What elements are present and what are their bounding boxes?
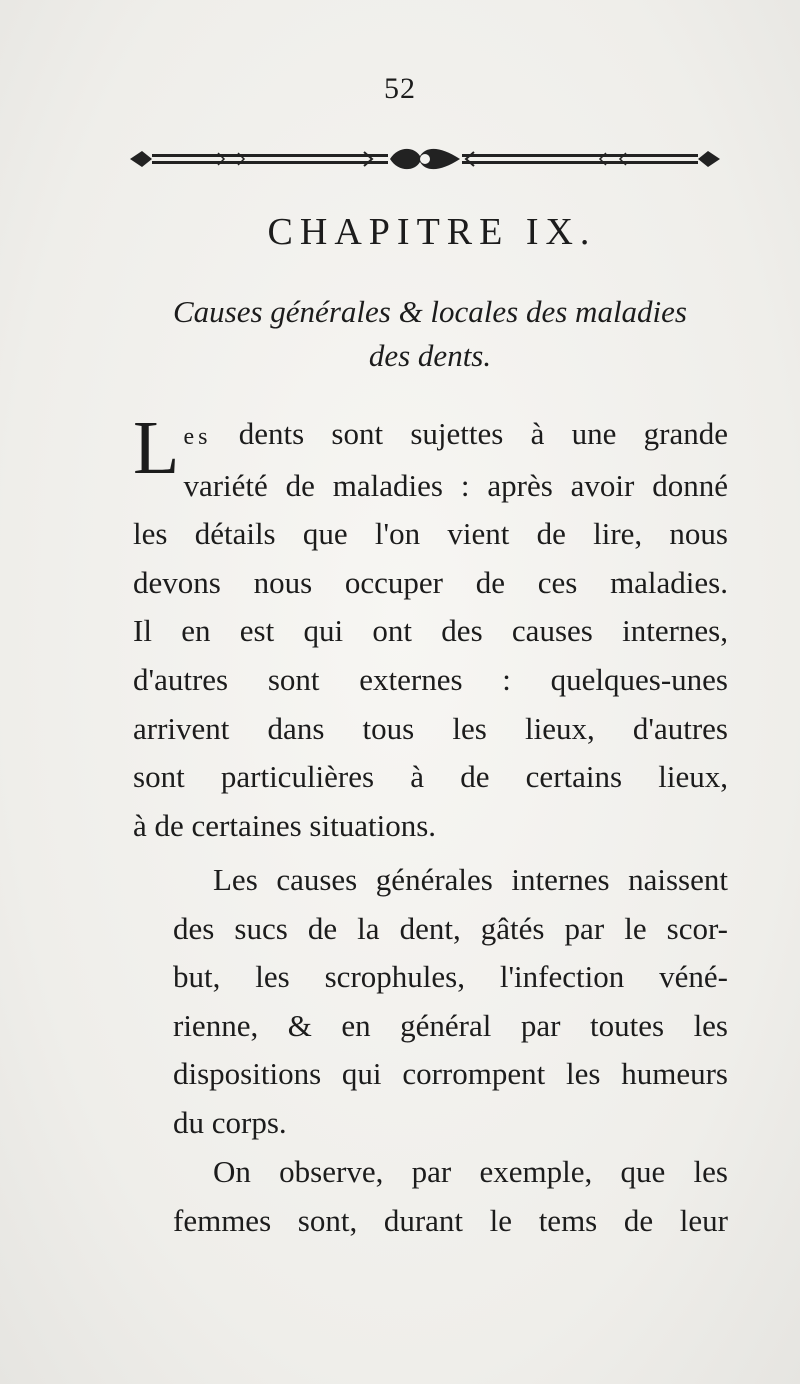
small-caps-word: es: [183, 424, 212, 450]
text-line: sont particulières à de certains lieux,: [133, 759, 728, 795]
decorative-rule-ornament: [128, 142, 722, 176]
text-line: Il en est qui ont des causes internes,: [133, 613, 728, 649]
text-line-content: dents sont sujettes à une grande: [211, 416, 728, 451]
text-line: femmes sont, durant le tems de leur: [173, 1202, 728, 1238]
chapter-subtitle-line: Causes générales & locales des maladies: [172, 294, 687, 329]
text-line: On observe, par exemple, que les: [213, 1154, 728, 1189]
text-line: à de certaines situations.: [133, 807, 437, 843]
page-number: 52: [384, 72, 416, 105]
text-line: arrivent dans tous les lieux, d'autres: [133, 710, 728, 746]
text-line: but, les scrophules, l'infection véné-: [173, 959, 728, 995]
text-line: rienne, & en général par toutes les: [173, 1007, 728, 1043]
chapter-subtitle: [130, 290, 730, 378]
text-line: les détails que l'on vient de lire, nous: [133, 516, 728, 552]
text-line: des sucs de la dent, gâtés par le scor-: [173, 910, 728, 946]
text-line: dispositions qui corrompent les humeurs: [173, 1056, 728, 1092]
text-line: variété de maladies : après avoir donné: [183, 467, 728, 503]
text-line: Les causes générales internes naissent: [213, 862, 728, 897]
chapter-title: CHAPITRE IX.: [267, 211, 597, 253]
paragraph: [133, 406, 728, 850]
text-line: d'autres sont externes : quelques-unes: [133, 661, 728, 697]
text-line: du corps.: [173, 1104, 287, 1140]
text-line: devons nous occuper de ces maladies.: [133, 564, 728, 600]
chapter-subtitle-line: des dents.: [368, 338, 492, 373]
paragraph: [133, 1148, 728, 1245]
paragraph: [133, 856, 728, 1148]
drop-cap: L: [133, 406, 180, 490]
text-line: [133, 410, 728, 462]
